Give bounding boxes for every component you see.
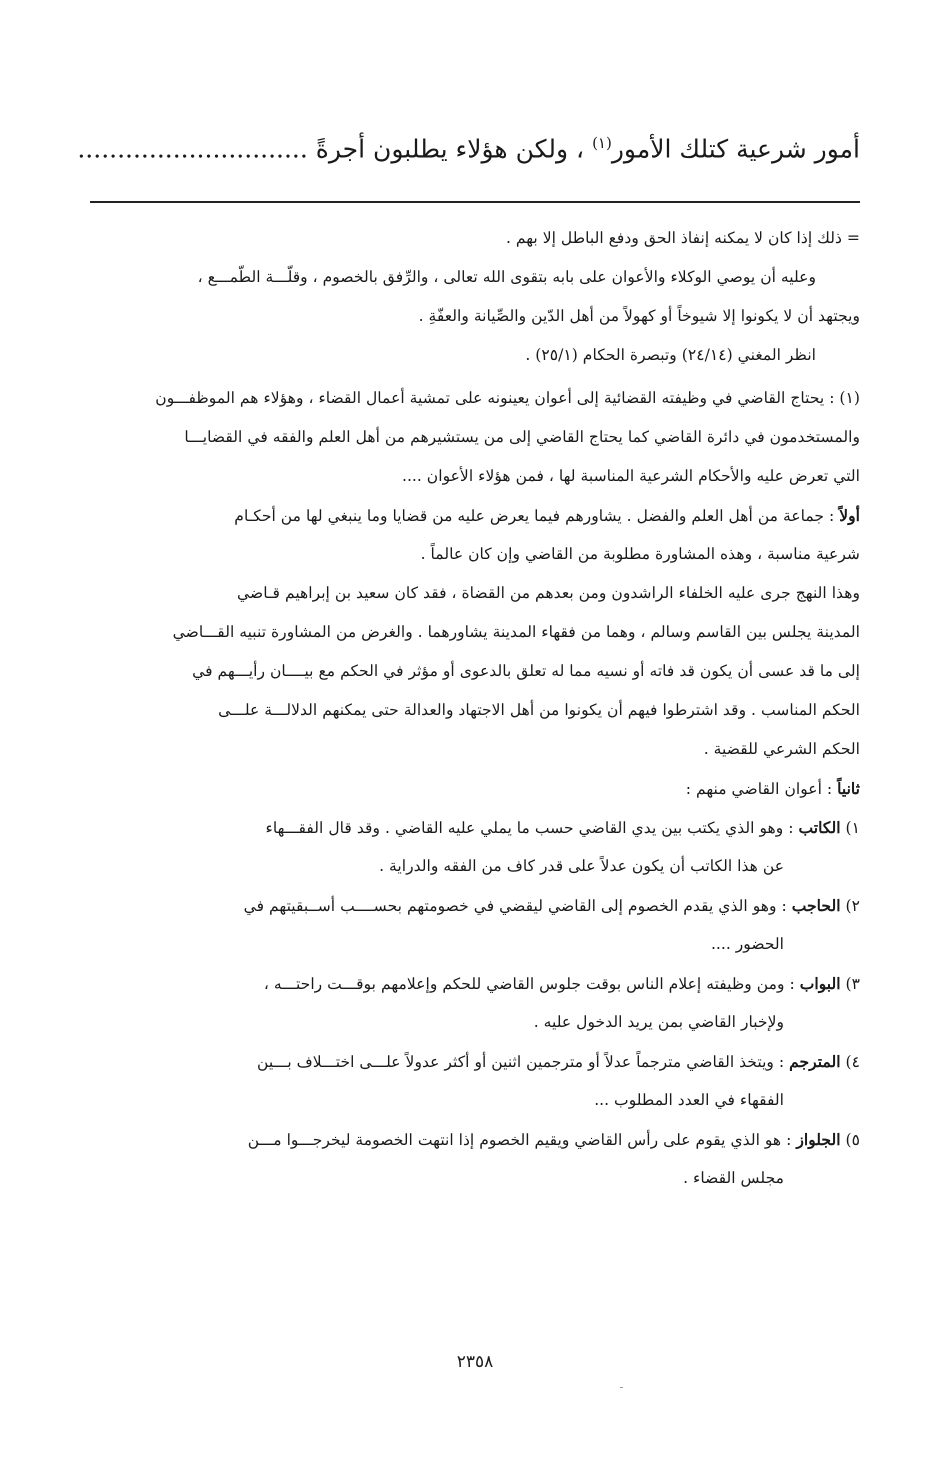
item-title: الجلواز (796, 1130, 841, 1149)
first-paragraph-line: شرعية مناسبة ، وهذه المشاورة مطلوبة من القاضي وإن كان عالماً . (420, 545, 860, 563)
footnote-cont-line: ويجتهد أن لا يكونوا إلا شيوخاً أو كهولاً من أهل الدّين والصِّيانة والعفّةِ . (418, 307, 860, 325)
list-item (90, 1120, 860, 1159)
second-text: : أعوان القاضي منهم : (685, 780, 838, 798)
item-number: ٣) (840, 975, 860, 993)
scan-speck (620, 1387, 623, 1388)
item-number: ٢) (840, 897, 860, 915)
list-item-cont: ولإخبار القاضي بمن يريد الدخول عليه . (533, 1013, 784, 1031)
list-item (90, 886, 860, 925)
item-text: : ويتخذ القاضي مترجماً عدلاً أو مترجمين اثنين أو أكثر عدولاً علـــى اختـــلاف بـــين (257, 1053, 790, 1071)
first-label: أولاً (839, 506, 860, 525)
item-text: : هو الذي يقوم على رأس القاضي ويقيم الخصوم إذا انتهت الخصومة ليخرجـــوا مـــن (247, 1131, 797, 1149)
footnote-1-line: (١) : يحتاج القاضي في وظيفته القضائية إلى أعوان يعينونه على تمشية أعمال القضاء ، وهؤلاء هم الموظفـــون (155, 389, 860, 407)
main-text-start: أمور شرعية كتلك الأمور (611, 134, 860, 164)
main-text-line (77, 118, 860, 174)
list-item-cont: الفقهاء في العدد المطلوب ... (594, 1091, 784, 1109)
list-item-cont: الحضور .... (710, 935, 784, 953)
list-item-cont: مجلس القضاء . (683, 1169, 784, 1187)
footnote-cont-line: انظر المغني (٢٤/١٤) وتبصرة الحكام (٢٥/١) . (525, 346, 816, 364)
footnote-cont-line: وعليه أن يوصي الوكلاء والأعوان على بابه بتقوى الله تعالى ، والرِّفق بالخصوم ، وقلّـــة الطّمـــع ، (197, 268, 816, 286)
item-number: ١) (840, 819, 860, 837)
item-number: ٥) (840, 1131, 860, 1149)
footnotes (90, 219, 860, 1198)
item-title: الكاتب (798, 818, 841, 837)
main-text-end: ، ولكن هؤلاء يطلبون أجرةً ............................. (77, 134, 593, 164)
practice-paragraph-line: الحكم المناسب . وقد اشترطوا فيهم أن يكونوا من أهل الاجتهاد والعدالة حتى يمكنهم الدلالـــة علـــى (218, 701, 860, 719)
page-number: ٢٣٥٨ (456, 1352, 494, 1372)
footnote-cont-line: = ذلك إذا كان لا يمكنه إنفاذ الحق ودفع الباطل إلا بهم . (505, 229, 860, 247)
first-paragraph-line (90, 496, 860, 535)
item-title: الحاجب (791, 896, 841, 915)
list-item-cont: عن هذا الكاتب أن يكون عدلاً على قدر كاف من الفقه والدراية . (379, 857, 784, 875)
footnote-ref: (١) (592, 134, 612, 152)
second-label: ثانياً (837, 779, 860, 798)
list-item (90, 808, 860, 847)
item-number: ٤) (840, 1053, 860, 1071)
footnote-separator (90, 201, 860, 203)
practice-paragraph-line: إلى ما قد عسى أن يكون قد فاته أو نسيه مما له تعلق بالدعوى أو مؤثر في الحكم مع بيــــان رأيـــهم في (192, 662, 860, 680)
item-title: المترجم (789, 1052, 841, 1071)
list-item (90, 1042, 860, 1081)
item-text: : وهو الذي يكتب بين يدي القاضي حسب ما يملي عليه القاضي . وقد قال الفقـــهاء (265, 819, 799, 837)
practice-paragraph-line: المدينة يجلس بين القاسم وسالم ، وهما من فقهاء المدينة يشاورهما . والغرض من المشاورة تنبيه القـــاضي (172, 623, 860, 641)
list-item (90, 964, 860, 1003)
footnote-1-line: والمستخدمون في دائرة القاضي كما يحتاج القاضي إلى من يستشيرهم من أهل العلم والفقه في القضايـــا (184, 428, 860, 446)
item-text: : وهو الذي يقدم الخصوم إلى القاضي ليقضي في خصومتهم بحســــب أســبقيتهم في (243, 897, 792, 915)
item-title: البواب (799, 974, 841, 993)
second-heading (90, 769, 860, 808)
first-text: : جماعة من أهل العلم والفضل . يشاورهم فيما يعرض عليه من قضايا وما ينبغي لها من أحكـام (234, 507, 840, 525)
practice-paragraph-line: الحكم الشرعي للقضية . (703, 740, 860, 758)
item-text: : ومن وظيفته إعلام الناس بوقت جلوس القاضي للحكم وإعلامهم بوقـــت راحتـــه ، (263, 975, 800, 993)
practice-paragraph-line: وهذا النهج جرى عليه الخلفاء الراشدون ومن بعدهم من القضاة ، فقد كان سعيد بن إبراهيم قـاضي (237, 584, 860, 602)
footnote-1-line: التي تعرض عليه والأحكام الشرعية المناسبة لها ، فمن هؤلاء الأعوان .... (402, 467, 860, 485)
